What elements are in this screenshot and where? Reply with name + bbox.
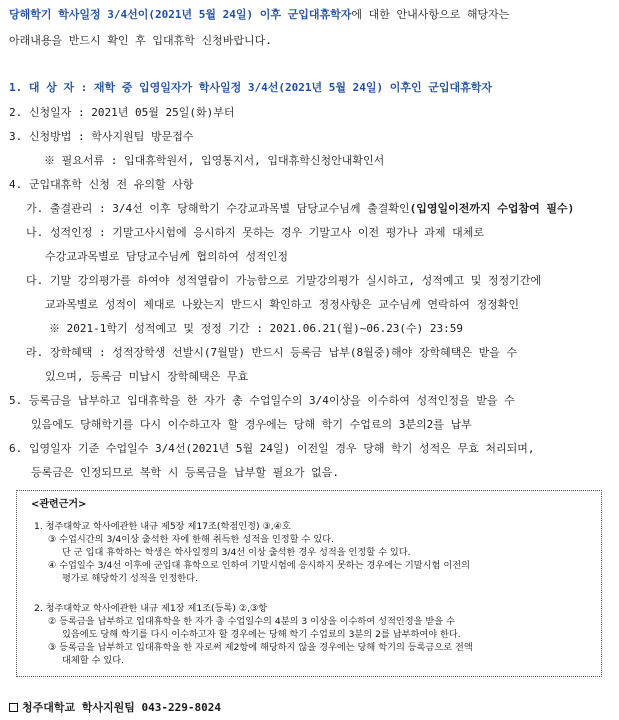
item-4-ga-emphasis: (입영일이전까지 수업참여 필수) <box>409 202 575 215</box>
item-3-method: 3. 신청방법 : 학사지원팀 방문접수 <box>9 130 194 143</box>
basis-rule-2-item-3-line-2: 대체할 수 있다. <box>62 655 125 666</box>
item-6-line-2: 등록금은 인정되므로 복학 시 등록금을 납부할 필요가 없음. <box>31 466 340 479</box>
item-4-na-line-2: 수강교과목별로 담당교수님께 협의하여 성적인정 <box>45 250 289 263</box>
basis-rule-1-item-3-line-1: ③ 수업시간의 3/4이상 출석한 자에 한해 취득한 성적을 인정할 수 있다. <box>48 534 334 545</box>
basis-rule-1-item-4-line-1: ④ 수업일수 3/4선 이후에 군입대 휴학으로 인하여 기말시험에 응시하지 못하는 경우에는 기말시험 이전의 <box>48 560 470 571</box>
item-4-heading: 4. 군입대휴학 신청 전 유의할 사항 <box>9 178 194 191</box>
basis-rule-2-item-3-line-1: ③ 등록금을 납부하고 입대휴학을 한 자로써 제2항에 해당하지 않을 경우에는 당해 학기의 등록금으로 전액 <box>48 642 473 653</box>
intro-line-2: 아래내용을 반드시 확인 후 입대휴학 신청바랍니다. <box>9 34 272 47</box>
square-bullet-icon <box>9 703 18 712</box>
basis-rule-1-item-4-line-2: 평가로 해당학기 성적을 인정한다. <box>62 573 198 584</box>
item-6-line-1: 6. 입영일자 기준 수업일수 3/4선(2021년 5월 24일) 이전일 경우 당해 학기 성적은 무효 처리되며, <box>9 442 535 455</box>
item-4-ga <box>26 202 574 216</box>
footer-contact <box>9 701 221 715</box>
basis-rule-2-item-2-line-1: ② 등록금을 납부하고 입대휴학을 한 자가 총 수업일수의 4분의 3 이상을 이수하여 성적인정을 받을 수 <box>48 616 455 627</box>
basis-title: <관련근거> <box>31 499 87 510</box>
item-4-ra-line-2: 있으며, 등록금 미납시 장학혜택은 무효 <box>45 370 249 383</box>
item-4-da-line-1: 다. 기말 강의평가를 하여야 성적열람이 가능함으로 기말강의평가 실시하고, 성적예고 및 정정기간에 <box>26 274 542 287</box>
item-2-date: 2. 신청일자 : 2021년 05월 25일(화)부터 <box>9 106 235 119</box>
item-3-documents: ※ 필요서류 : 입대휴학원서, 입영통지서, 입대휴학신청안내확인서 <box>44 154 385 167</box>
item-4-na-line-1: 나. 성적인정 : 기말고사시험에 응시하지 못하는 경우 기말고사 이전 평가나 과제 대체로 <box>26 226 485 239</box>
basis-rule-1-item-3-line-2: 단 군 입대 휴학하는 학생은 학사일정의 3/4선 이상 출석한 경우 성적을 인정할 수 있다. <box>62 547 411 558</box>
item-5-line-1: 5. 등록금을 납부하고 입대휴학을 한 자가 총 수업일수의 3/4이상을 이수하여 성적인정을 받을 수 <box>9 394 515 407</box>
item-4-da-grade-period: ※ 2021-1학기 성적예고 및 정정 기간 : 2021.06.21(월)~06.23(수) 23:59 <box>49 322 464 335</box>
item-4-ra-line-1: 라. 장학혜택 : 성적장학생 선발시(7월말) 반드시 등록금 납부(8월중)해야 장학혜택은 받을 수 <box>26 346 518 359</box>
intro-line-1 <box>9 8 509 22</box>
basis-rule-2: 2. 청주대학교 학사에관한 내규 제1장 제1조(등록) ②,③항 <box>34 603 268 614</box>
related-basis-box <box>16 490 602 677</box>
item-4-ga-text: 가. 출결관리 : 3/4선 이후 당해학기 수강교과목별 담당교수님께 출결확인 <box>26 202 410 215</box>
intro-rest: 에 대한 안내사항으로 해당자는 <box>351 8 510 21</box>
item-5-line-2: 있음에도 당해학기를 다시 이수하고자 할 경우에는 당해 학기 수업료의 3분의2를 납부 <box>31 418 472 431</box>
basis-rule-1: 1. 청주대학교 학사에관한 내규 제5장 제17조(학점인정) ③,④호 <box>34 521 291 532</box>
footer-contact-text: 청주대학교 학사지원팀 043-229-8024 <box>22 701 221 714</box>
item-1-target: 1. 대 상 자 : 재학 중 입영일자가 학사일정 3/4선(2021년 5월 24일) 이후인 군입대휴학자 <box>9 81 492 94</box>
basis-rule-2-item-2-line-2: 있음에도 당해 학기를 다시 이수하고자 할 경우에는 당해 학기 수업료의 3분의 2를 납부하여야 한다. <box>62 629 461 640</box>
item-4-da-line-2: 교과목별로 성적이 제대로 나왔는지 반드시 확인하고 정정사항은 교수님께 연락하여 정정확인 <box>45 298 520 311</box>
intro-highlight: 당해학기 학사일정 3/4선이(2021년 5월 24일) 이후 군입대휴학자 <box>9 8 352 21</box>
